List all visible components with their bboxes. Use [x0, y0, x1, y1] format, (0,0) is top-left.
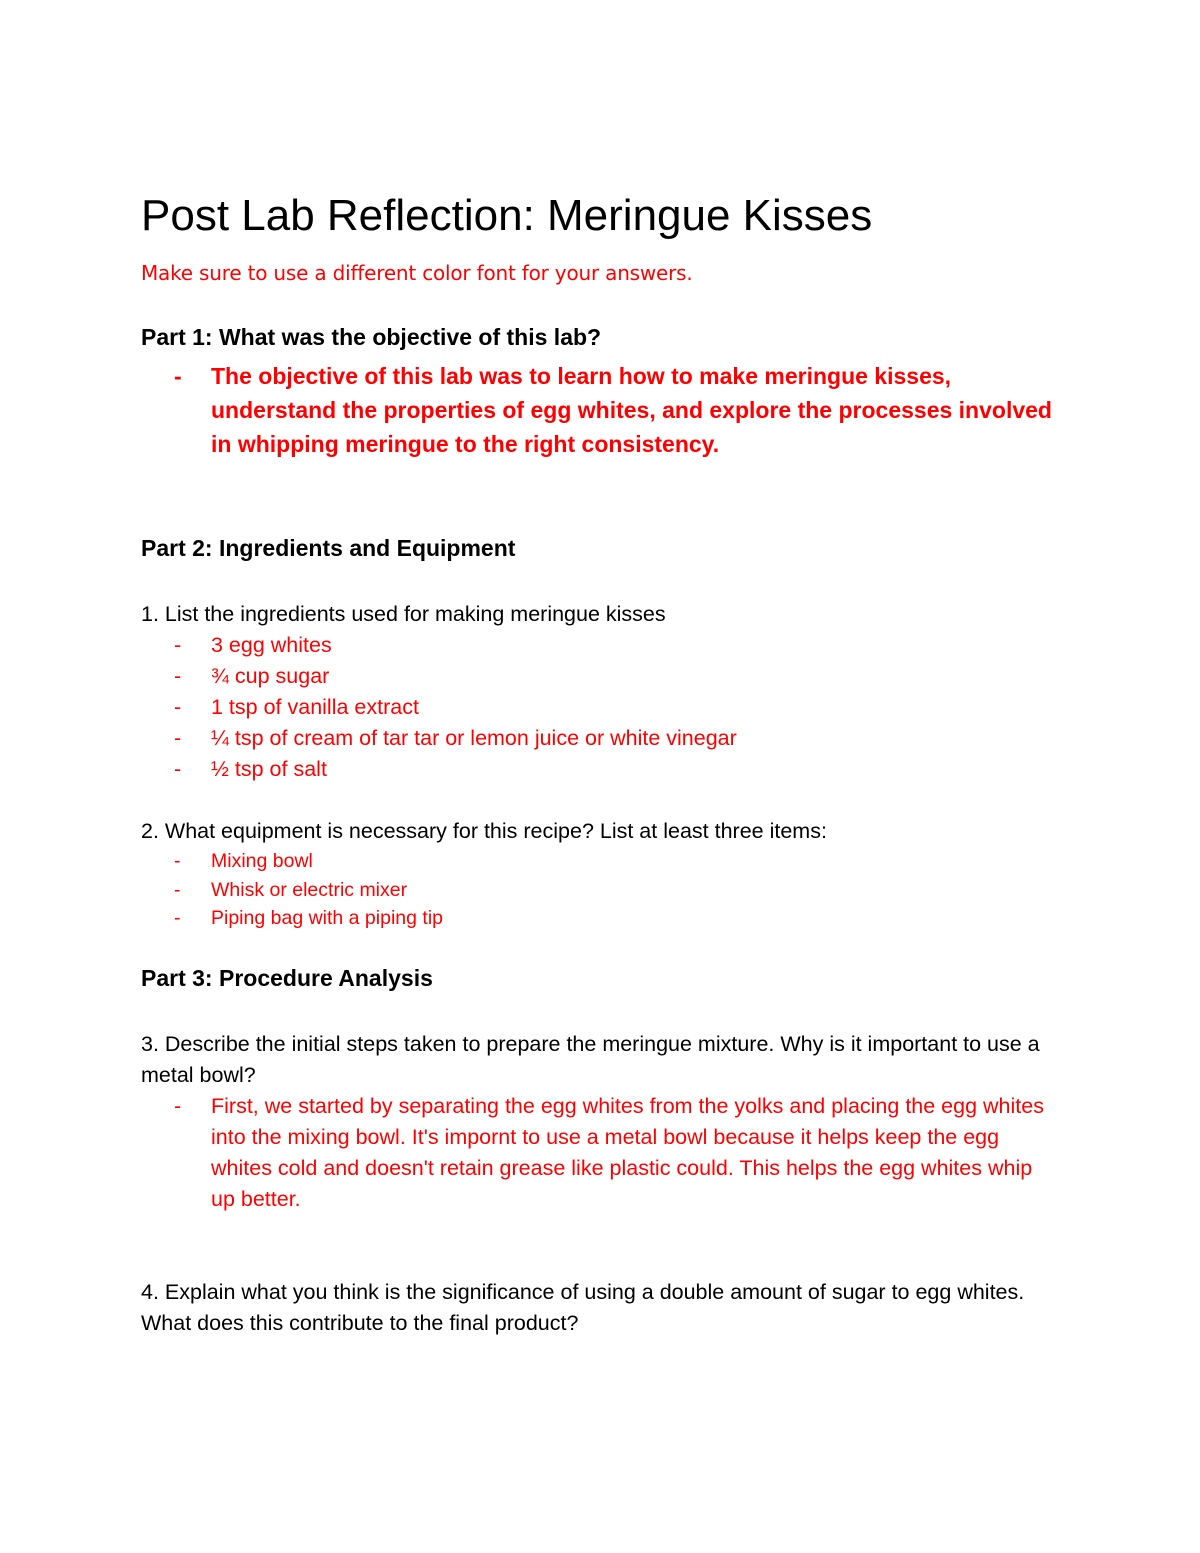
part1-heading: Part 1: What was the objective of this lab? — [141, 324, 602, 350]
instruction-note: Make sure to use a different color font for your answers. — [141, 261, 693, 285]
question-3: 3. Describe the initial steps taken to prepare the meringue mixture. Why is it important to use a metal bowl? — [141, 1031, 1040, 1087]
ingredient-item: - ½ tsp of salt — [141, 754, 1061, 785]
page-title: Post Lab Reflection: Meringue Kisses — [141, 191, 873, 240]
part2-heading: Part 2: Ingredients and Equipment — [141, 535, 516, 561]
part3-heading: Part 3: Procedure Analysis — [141, 964, 433, 991]
answer-3-list — [141, 1091, 1061, 1215]
equipment-item: - Whisk or electric mixer — [141, 876, 1061, 905]
part1-answer-list — [141, 359, 1061, 461]
equipment-item: - Piping bag with a piping tip — [141, 904, 1061, 933]
ingredient-item: - ¾ cup sugar — [141, 661, 1061, 692]
document-page — [141, 190, 1061, 1339]
question-1: 1. List the ingredients used for making meringue kisses — [141, 602, 666, 626]
ingredients-list — [141, 630, 1061, 785]
answer-3: - First, we started by separating the egg whites from the yolks and placing the egg whites into the mixing bowl. It's impornt to use a metal bowl because it helps keep the egg whites cold and doesn't retain grease like plastic could. This helps the egg whites whip up better. — [141, 1091, 1061, 1215]
equipment-list — [141, 847, 1061, 933]
question-2: 2. What equipment is necessary for this recipe? List at least three items: — [141, 819, 827, 843]
ingredient-item: - ¼ tsp of cream of tar tar or lemon juice or white vinegar — [141, 723, 1061, 754]
part1-answer: - The objective of this lab was to learn how to make meringue kisses, understand the properties of egg whites, and explore the processes involved in whipping meringue to the right consistency. — [141, 359, 1061, 461]
ingredient-item: - 3 egg whites — [141, 630, 1061, 661]
ingredient-item: - 1 tsp of vanilla extract — [141, 692, 1061, 723]
equipment-item: - Mixing bowl — [141, 847, 1061, 876]
question-4: 4. Explain what you think is the significance of using a double amount of sugar to egg whites. What does this contribute to the final product? — [141, 1279, 1025, 1335]
